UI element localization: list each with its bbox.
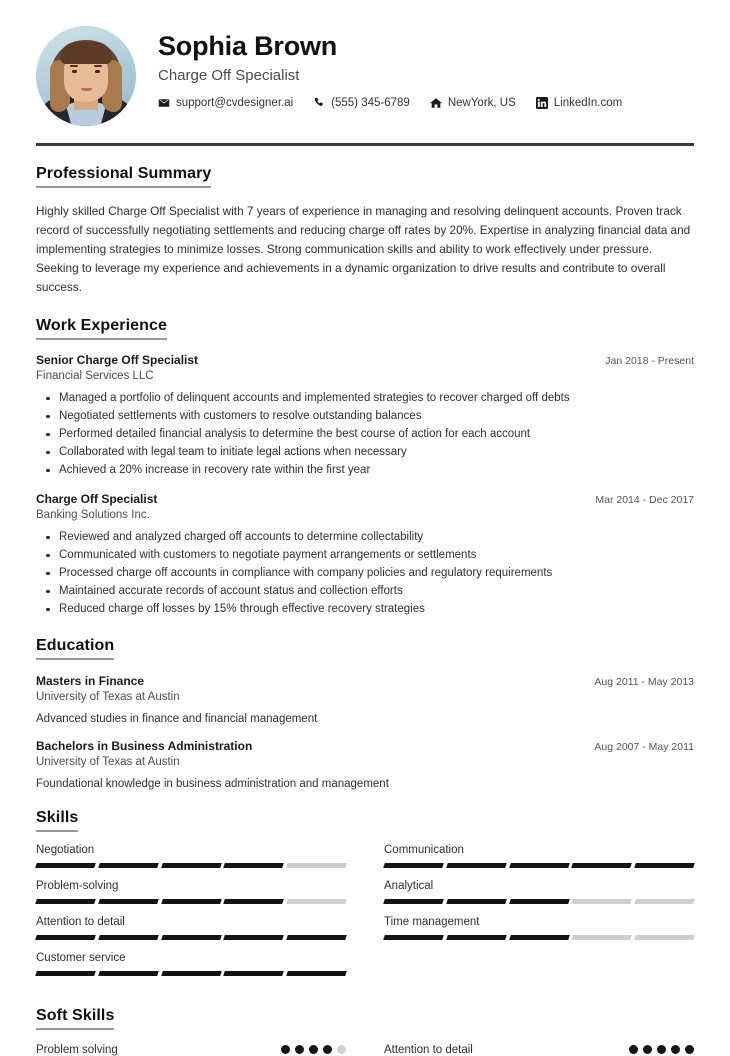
experience-entry bbox=[36, 353, 694, 479]
skill-rating-segment bbox=[383, 899, 443, 904]
skill-label: Communication bbox=[384, 843, 464, 856]
soft-skill-rating-dot bbox=[629, 1045, 638, 1054]
skill-rating-segment bbox=[98, 971, 158, 976]
skill-rating-segment bbox=[634, 935, 694, 940]
skill-rating-bar bbox=[384, 899, 694, 904]
skill-rating-segment bbox=[509, 935, 569, 940]
resume-header bbox=[36, 0, 694, 126]
skill-item bbox=[384, 880, 694, 904]
education-degree: Masters in Finance bbox=[36, 673, 145, 688]
skill-rating-bar bbox=[36, 899, 346, 904]
contact-email[interactable] bbox=[158, 97, 293, 109]
soft-skill-item bbox=[36, 1044, 346, 1056]
skill-rating-bar bbox=[384, 935, 694, 940]
skill-rating-segment bbox=[98, 935, 158, 940]
header-divider bbox=[36, 143, 694, 146]
soft-skill-rating-dot bbox=[281, 1045, 290, 1054]
skill-rating-segment bbox=[161, 899, 221, 904]
skill-rating-bar bbox=[36, 935, 346, 940]
education-degree: Bachelors in Business Administration bbox=[36, 738, 253, 753]
skill-rating-segment bbox=[383, 863, 443, 868]
summary-text: Highly skilled Charge Off Specialist with 7 years of experience in managing and resolving delinquent accounts. Proven track record of successfully negotiating settlements and reducing charge off rates by 20%. Expertise in analyzing financial data and implementing strategies to minimize losses. Strong communication skills and ability to work effectively under pressure. Seeking to leverage my experience and achievements in a dynamic organization to drive results and contribute to overall success. bbox=[36, 204, 691, 295]
skill-rating-segment bbox=[509, 899, 569, 904]
section-professional-summary bbox=[36, 166, 694, 298]
candidate-job-title: Charge Off Specialist bbox=[158, 66, 300, 84]
section-work-experience bbox=[36, 318, 694, 618]
skill-rating-segment bbox=[572, 899, 632, 904]
experience-company: Banking Solutions Inc. bbox=[36, 508, 150, 521]
list-item: Managed a portfolio of delinquent accounts and implemented strategies to recover charged off debts bbox=[59, 390, 694, 407]
soft-skill-rating-dot bbox=[657, 1045, 666, 1054]
skill-rating-segment bbox=[161, 971, 221, 976]
list-item: Collaborated with legal team to initiate legal actions when necessary bbox=[59, 444, 694, 461]
soft-skill-rating-dot bbox=[685, 1045, 694, 1054]
soft-skill-rating-dot bbox=[309, 1045, 318, 1054]
soft-skill-rating-dot bbox=[643, 1045, 652, 1054]
skill-item bbox=[36, 952, 346, 976]
section-title-soft-skills: Soft Skills bbox=[36, 1008, 114, 1030]
experience-company: Financial Services LLC bbox=[36, 369, 154, 382]
contact-email-text: support@cvdesigner.ai bbox=[176, 96, 294, 109]
skill-rating-segment bbox=[383, 935, 443, 940]
skill-item bbox=[36, 844, 346, 868]
section-title-summary: Professional Summary bbox=[36, 166, 211, 188]
list-item: Achieved a 20% increase in recovery rate within the first year bbox=[59, 462, 694, 479]
soft-skill-label: Problem solving bbox=[36, 1043, 118, 1056]
experience-bullets bbox=[36, 390, 694, 479]
contact-phone[interactable] bbox=[313, 97, 410, 109]
education-school: University of Texas at Austin bbox=[36, 755, 180, 768]
experience-date: Mar 2014 - Dec 2017 bbox=[595, 493, 694, 506]
skill-rating-segment bbox=[35, 863, 95, 868]
list-item: Reviewed and analyzed charged off accounts to determine collectability bbox=[59, 529, 694, 546]
contact-location[interactable] bbox=[430, 97, 516, 109]
education-date: Aug 2007 - May 2011 bbox=[594, 740, 694, 753]
skill-rating-segment bbox=[35, 971, 95, 976]
contact-linkedin[interactable] bbox=[536, 97, 622, 109]
soft-skill-rating-dot bbox=[671, 1045, 680, 1054]
list-item: Performed detailed financial analysis to determine the best course of action for each account bbox=[59, 426, 694, 443]
skill-rating-segment bbox=[572, 935, 632, 940]
skill-rating-segment bbox=[634, 863, 694, 868]
soft-skill-label: Attention to detail bbox=[384, 1043, 473, 1056]
skill-rating-segment bbox=[35, 935, 95, 940]
profile-photo-image bbox=[36, 26, 136, 126]
skill-item bbox=[384, 844, 694, 868]
header-info bbox=[158, 26, 694, 109]
skill-rating-segment bbox=[224, 971, 284, 976]
education-description: Advanced studies in finance and financial management bbox=[36, 712, 318, 725]
skills-grid bbox=[36, 844, 694, 988]
contact-linkedin-text: LinkedIn.com bbox=[553, 96, 623, 109]
soft-skill-rating-dot bbox=[323, 1045, 332, 1054]
contact-list bbox=[158, 97, 694, 109]
skill-label: Attention to detail bbox=[36, 915, 125, 928]
section-title-experience: Work Experience bbox=[36, 318, 167, 340]
list-item: Reduced charge off losses by 15% through effective recovery strategies bbox=[59, 601, 694, 618]
skill-rating-bar bbox=[36, 971, 346, 976]
soft-skill-rating-dot bbox=[337, 1045, 346, 1054]
skill-rating-segment bbox=[634, 899, 694, 904]
skill-rating-segment bbox=[35, 899, 95, 904]
skill-rating-segment bbox=[286, 935, 346, 940]
skill-rating-segment bbox=[224, 935, 284, 940]
contact-location-text: NewYork, US bbox=[447, 96, 516, 109]
skill-rating-segment bbox=[98, 863, 158, 868]
skill-rating-bar bbox=[384, 863, 694, 868]
skill-rating-segment bbox=[446, 863, 506, 868]
skill-rating-segment bbox=[446, 935, 506, 940]
education-school: University of Texas at Austin bbox=[36, 690, 180, 703]
avatar bbox=[36, 26, 136, 126]
education-date: Aug 2011 - May 2013 bbox=[594, 675, 694, 688]
skill-rating-bar bbox=[36, 863, 346, 868]
skill-rating-segment bbox=[286, 899, 346, 904]
list-item: Maintained accurate records of account status and collection efforts bbox=[59, 583, 694, 600]
skill-item bbox=[36, 916, 346, 940]
soft-skill-rating-dot bbox=[295, 1045, 304, 1054]
experience-role: Senior Charge Off Specialist bbox=[36, 352, 199, 367]
contact-phone-text: (555) 345-6789 bbox=[331, 96, 410, 109]
skill-rating-segment bbox=[446, 899, 506, 904]
skill-rating-segment bbox=[286, 863, 346, 868]
skill-rating-segment bbox=[161, 863, 221, 868]
skill-rating-segment bbox=[572, 863, 632, 868]
soft-skill-item bbox=[384, 1044, 694, 1056]
skill-rating-segment bbox=[509, 863, 569, 868]
skill-item bbox=[384, 916, 694, 940]
home-icon bbox=[430, 97, 442, 109]
education-entry bbox=[36, 739, 694, 790]
section-skills bbox=[36, 810, 694, 988]
skill-label: Negotiation bbox=[36, 843, 95, 856]
soft-skill-rating-dots bbox=[281, 1045, 346, 1054]
soft-skills-grid bbox=[36, 1044, 694, 1056]
soft-skill-rating-dots bbox=[629, 1045, 694, 1054]
skill-rating-segment bbox=[98, 899, 158, 904]
section-education bbox=[36, 638, 694, 790]
list-item: Negotiated settlements with customers to resolve outstanding balances bbox=[59, 408, 694, 425]
skill-item bbox=[36, 880, 346, 904]
skill-rating-segment bbox=[286, 971, 346, 976]
experience-role: Charge Off Specialist bbox=[36, 491, 158, 506]
list-item: Communicated with customers to negotiate payment arrangements or settlements bbox=[59, 547, 694, 564]
skill-label: Analytical bbox=[384, 879, 434, 892]
phone-icon bbox=[313, 97, 325, 109]
section-title-skills: Skills bbox=[36, 810, 78, 832]
skill-label: Time management bbox=[384, 915, 480, 928]
section-title-education: Education bbox=[36, 638, 114, 660]
section-soft-skills bbox=[36, 1008, 694, 1056]
skill-rating-segment bbox=[224, 899, 284, 904]
candidate-name: Sophia Brown bbox=[158, 31, 338, 61]
experience-bullets bbox=[36, 529, 694, 618]
education-entry bbox=[36, 674, 694, 725]
envelope-icon bbox=[158, 97, 170, 109]
skill-label: Customer service bbox=[36, 951, 126, 964]
experience-date: Jan 2018 - Present bbox=[605, 354, 694, 367]
list-item: Processed charge off accounts in compliance with company policies and regulatory requirements bbox=[59, 565, 694, 582]
skill-rating-segment bbox=[224, 863, 284, 868]
education-description: Foundational knowledge in business administration and management bbox=[36, 777, 389, 790]
experience-entry bbox=[36, 492, 694, 618]
skill-label: Problem-solving bbox=[36, 879, 119, 892]
skill-rating-segment bbox=[161, 935, 221, 940]
linkedin-icon bbox=[536, 97, 548, 109]
